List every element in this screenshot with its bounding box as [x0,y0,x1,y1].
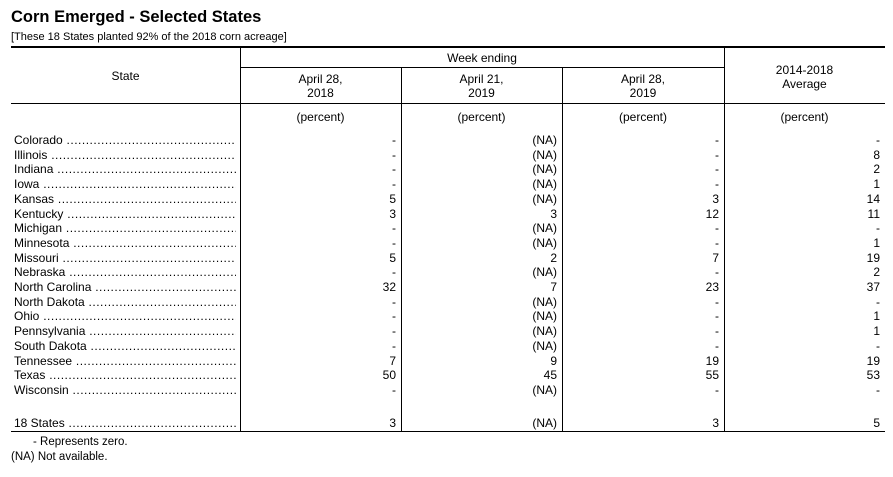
total-row-state: 18 States ..... [14,416,236,431]
header-col2-line1: April 21, [459,72,504,86]
table-row-value-c3: - [715,148,719,162]
table-row-value-c3: - [715,133,719,147]
table-row-value-c1: - [392,295,396,309]
table-row-value-c4: 14 [866,192,880,206]
unit-label: (percent) [618,110,668,124]
table-row-value-c1: 50 [382,368,396,382]
table-row-value-c4: 2 [873,162,880,176]
header-col2 [401,72,562,100]
table-row-value-c2: (NA) [532,324,557,338]
header-col3 [562,72,724,100]
footnote-zero: - Represents zero. [33,436,128,448]
table-row-value-c2: (NA) [532,192,557,206]
table-bottom-rule [11,431,885,432]
table-row-value-c4: 11 [867,207,880,221]
table-row-state: Illinois ..... [14,148,236,163]
table-row-value-c1: - [392,221,396,235]
table-row-state: Wisconsin ..... [14,383,236,398]
table-row-value-c1: - [392,265,396,279]
table-row-value-c1: - [392,162,396,176]
total-row-value-c4: 5 [873,416,880,430]
table-row-value-c2: 7 [550,280,557,294]
table-row-value-c2: (NA) [532,133,557,147]
table-row-value-c3: - [715,177,719,191]
table-row-value-c4: 1 [873,309,880,323]
table-row-state: Minnesota ..... [14,236,236,251]
header-col1 [240,72,401,100]
table-row-value-c2: (NA) [532,162,557,176]
header-col1-line1: April 28, [298,72,343,86]
table-row-value-c4: - [876,295,880,309]
table-top-rule [11,46,885,48]
column-divider [240,47,241,432]
header-col2-line2: 2019 [468,86,495,100]
table-row-value-c3: 3 [712,192,719,206]
header-col3-line2: 2019 [629,86,657,100]
table-row-value-c2: (NA) [532,177,557,191]
table-row-value-c4: 1 [873,177,880,191]
table-row-value-c2: 9 [550,354,557,368]
table-row-value-c4: - [876,383,880,397]
table-row-value-c4: 1 [873,324,880,338]
footnote-na: (NA) Not available. [11,451,108,463]
table-row-value-c4: 1 [873,236,880,250]
total-row-value-c1: 3 [389,416,396,430]
table-row-value-c1: - [392,236,396,250]
column-divider [724,47,725,432]
table-row-value-c1: - [392,339,396,353]
table-row-value-c1: - [392,148,396,162]
table-row-state: North Dakota ..... [14,295,236,310]
header-col4 [724,63,885,91]
table-row-value-c3: 55 [705,368,719,382]
total-row-value-c3: 3 [712,416,719,430]
table-row-value-c1: - [392,383,396,397]
header-col4-line2: Average [782,77,827,91]
table-row-value-c2: (NA) [532,295,557,309]
unit-label: (percent) [457,110,506,124]
table-row-state: Kentucky ..... [14,207,236,222]
table-row-value-c1: - [392,324,396,338]
header-col3-line1: April 28, [620,72,666,86]
table-row-state: Missouri ..... [14,251,236,266]
header-state: State [111,69,140,83]
header-week-ending: Week ending [447,51,517,65]
page-subtitle: [These 18 States planted 92% of the 2018 corn acreage] [11,31,287,43]
table-row-value-c2: (NA) [532,309,557,323]
table-row-value-c4: - [876,133,880,147]
table-row-value-c2: (NA) [532,265,557,279]
page-title: Corn Emerged - Selected States [11,8,262,26]
table-row-value-c3: 12 [705,207,719,221]
table-row-value-c3: 7 [712,251,719,265]
header-col1-line2: 2018 [307,86,334,100]
table-row-value-c2: 2 [550,251,557,265]
table-row-value-c2: (NA) [532,383,557,397]
table-row-state: Pennsylvania ..... [14,324,236,339]
table-row-state: Texas ..... [14,368,236,383]
table-row-value-c4: - [876,221,880,235]
table-row-value-c3: 23 [705,280,719,294]
week-ending-rule [240,67,724,68]
table-row-value-c2: (NA) [532,339,557,353]
table-row-value-c3: - [715,324,719,338]
table-row-value-c4: 37 [866,280,880,294]
table-row-state: South Dakota ..... [14,339,236,354]
table-row-value-c3: - [715,295,719,309]
table-row-value-c2: (NA) [532,221,557,235]
table-row-state: Indiana ..... [14,162,236,177]
table-row-value-c3: - [715,309,719,323]
table-row-state: Colorado ..... [14,133,236,148]
table-row-value-c4: 19 [866,354,880,368]
table-row-value-c3: - [715,265,719,279]
unit-label: (percent) [780,110,829,124]
table-row-value-c2: (NA) [532,236,557,250]
total-row-value-c2: (NA) [532,416,557,430]
table-row-value-c1: 5 [389,251,396,265]
table-row-state: Michigan ..... [14,221,236,236]
table-row-value-c2: (NA) [532,148,557,162]
table-row-value-c1: 7 [389,354,396,368]
table-row-value-c1: - [392,177,396,191]
table-row-value-c4: 8 [873,148,880,162]
unit-label: (percent) [296,110,345,124]
table-row-value-c4: 53 [866,368,880,382]
table-row-value-c4: 19 [866,251,880,265]
table-row-value-c2: 3 [550,207,557,221]
table-row-value-c3: - [715,339,719,353]
table-row-state: Nebraska ..... [14,265,236,280]
table-row-value-c1: - [392,133,396,147]
table-row-state: Iowa ..... [14,177,236,192]
table-row-value-c2: 45 [543,368,557,382]
table-row-value-c1: 3 [389,207,396,221]
table-row-value-c3: - [715,383,719,397]
table-row-value-c1: - [392,309,396,323]
table-row-state: Ohio ..... [14,309,236,324]
table-row-state: Tennessee ..... [14,354,236,369]
table-row-value-c1: 32 [382,280,396,294]
table-row-value-c1: 5 [389,192,396,206]
table-row-value-c4: 2 [873,265,880,279]
table-row-state: North Carolina ..... [14,280,236,295]
header-col4-line1: 2014-2018 [775,63,834,77]
table-row-state: Kansas ..... [14,192,236,207]
table-row-value-c3: - [715,236,719,250]
table-row-value-c3: - [715,221,719,235]
table-row-value-c4: - [876,339,880,353]
table-row-value-c3: - [715,162,719,176]
header-bottom-rule [11,103,885,104]
table-row-value-c3: 19 [705,354,719,368]
